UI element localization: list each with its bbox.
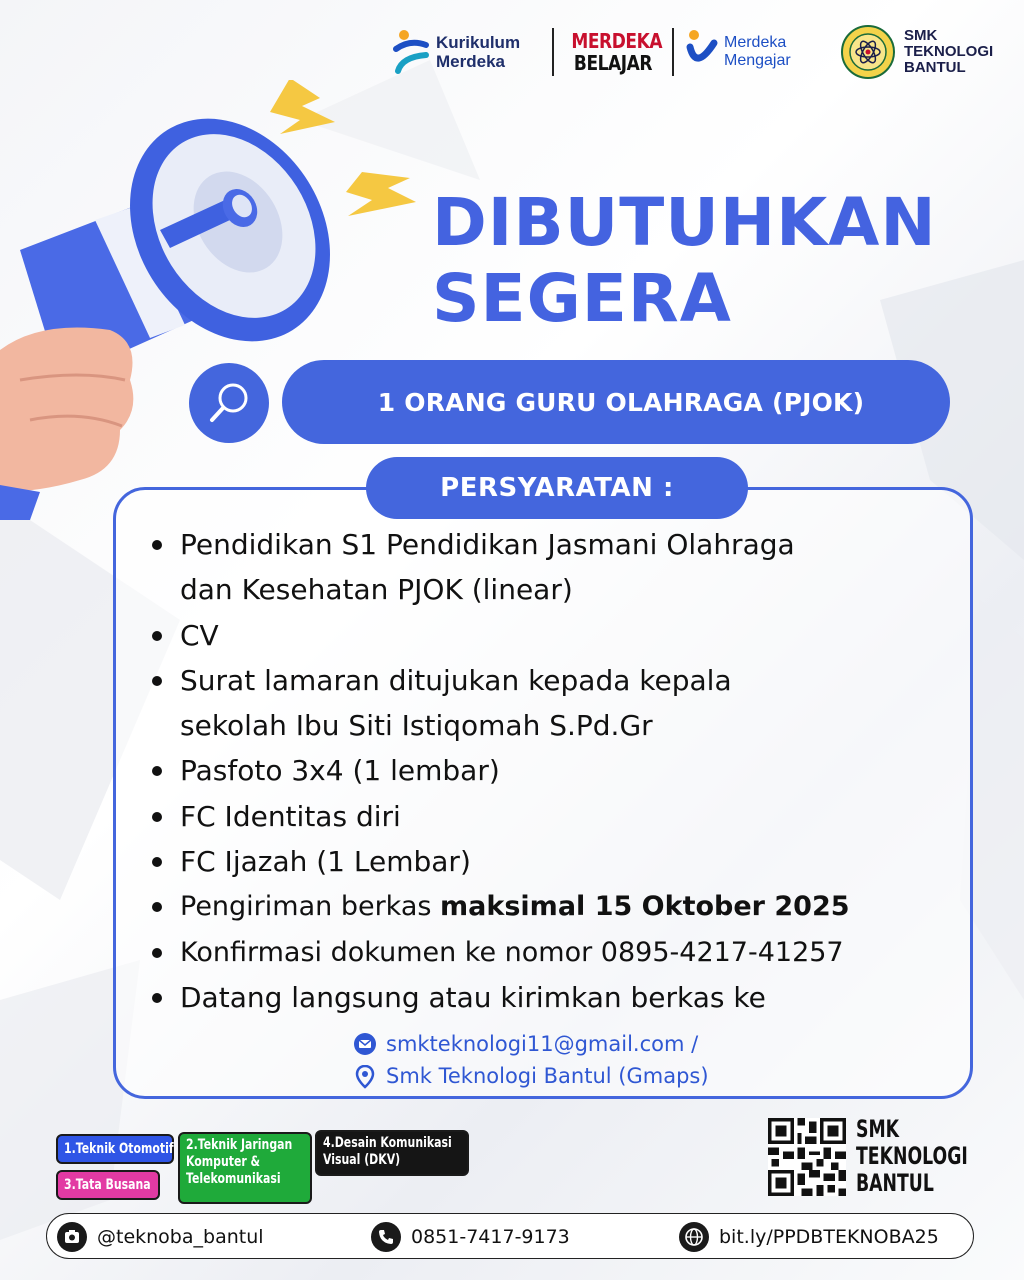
program-label: 4.Desain Komunikasi [323, 1135, 452, 1151]
requirement-text: FC Identitas diri [180, 799, 401, 833]
requirements-list [148, 522, 948, 1020]
school-name-line2: TEKNOLOGI [904, 43, 994, 60]
merdeka-belajar-line2: BELAJAR [573, 51, 653, 75]
school-wordmark-line2: TEKNOLOGI [856, 1142, 968, 1170]
merdeka-text: Merdeka [436, 52, 505, 71]
phone-number: 0851-7417-9173 [411, 1226, 570, 1248]
list-item [148, 884, 948, 929]
search-badge [189, 363, 269, 443]
footer-bar [46, 1213, 974, 1259]
list-item [148, 794, 948, 839]
lightning-bolt-icon [346, 172, 416, 216]
mail-icon [354, 1033, 376, 1055]
requirement-text: Konfirmasi dokumen ke nomor 0895-4217-41257 [180, 936, 844, 968]
requirement-text: CV [180, 618, 219, 652]
list-item [148, 613, 948, 658]
logo-divider [552, 28, 554, 76]
email-row [354, 1028, 709, 1060]
merdeka-mengajar-line2: Mengajar [724, 52, 791, 69]
requirement-text: sekolah Ibu Siti Istiqomah S.Pd.Gr [180, 709, 653, 743]
school-wordmark-line1: SMK [856, 1115, 900, 1143]
qr-code[interactable] [768, 1118, 846, 1196]
footer-phone[interactable] [371, 1214, 570, 1260]
program-badge-tkj [178, 1132, 312, 1204]
email-link[interactable]: smkteknologi11@gmail.com / [386, 1032, 699, 1056]
merdeka-mengajar-line1: Merdeka [724, 34, 787, 51]
kurikulum-merdeka-mark-icon [392, 27, 432, 77]
kurikulum-merdeka-logo [392, 27, 542, 77]
requirement-text: Surat lamaran ditujukan kepada kepala [180, 663, 732, 697]
requirement-text: Pasfoto 3x4 (1 lembar) [180, 754, 500, 788]
program-label: Visual (DKV) [323, 1152, 401, 1168]
program-label: Komputer & [186, 1154, 261, 1170]
map-pin-icon [354, 1065, 376, 1087]
school-name-line1: SMK [904, 27, 938, 44]
lightning-bolt-icon [270, 80, 335, 134]
camera-icon [57, 1222, 87, 1252]
list-item [148, 522, 948, 613]
program-badge-tata-busana [56, 1170, 160, 1200]
program-label: 2.Teknik Jaringan [186, 1137, 293, 1153]
position-banner: 1 ORANG GURU OLAHRAGA (PJOK) [282, 360, 950, 444]
headline [432, 185, 992, 337]
program-label: 3.Tata Busana [64, 1176, 151, 1193]
merdeka-mengajar-mark-icon [684, 27, 720, 77]
requirement-text: Datang langsung atau kirimkan berkas ke [180, 980, 766, 1014]
headline-line2: SEGERA [432, 260, 732, 337]
instagram-handle: @teknoba_bantul [97, 1226, 264, 1248]
program-badge-otomotif [56, 1134, 174, 1164]
deadline-text: maksimal 15 Oktober 2025 [440, 891, 850, 923]
requirement-text: Pengiriman berkas [180, 891, 441, 923]
requirement-text: FC Ijazah (1 Lembar) [180, 845, 471, 879]
logo-divider [672, 28, 674, 76]
merdeka-belajar-logo [571, 29, 663, 75]
requirements-heading: PERSYARATAN : [366, 457, 748, 519]
merdeka-mengajar-logo [684, 27, 824, 77]
contact-info [354, 1028, 709, 1092]
program-label: Telekomunikasi [186, 1171, 281, 1187]
merdeka-belajar-line1: MERDEKA [571, 29, 663, 53]
phone-icon [371, 1222, 401, 1252]
kurikulum-text: Kurikulum [436, 33, 521, 52]
school-logo [840, 24, 993, 80]
header-logos [392, 22, 1002, 82]
requirement-text: dan Kesehatan PJOK (linear) [180, 573, 573, 607]
footer-website[interactable] [679, 1214, 939, 1260]
list-item [148, 658, 948, 749]
program-label: 1.Teknik Otomotif [64, 1140, 174, 1157]
footer-instagram[interactable] [57, 1214, 264, 1260]
school-wordmark [856, 1116, 1011, 1197]
list-item [148, 975, 948, 1020]
magnifier-icon [204, 378, 254, 428]
school-seal-icon [840, 24, 896, 80]
list-item [148, 930, 948, 975]
megaphone-illustration [0, 80, 430, 530]
program-badge-dkv [315, 1130, 469, 1176]
location-link[interactable]: Smk Teknologi Bantul (Gmaps) [386, 1064, 709, 1088]
list-item [148, 839, 948, 884]
list-item [148, 748, 948, 793]
headline-line1: DIBUTUHKAN [432, 184, 937, 261]
website-link: bit.ly/PPDBTEKNOBA25 [719, 1226, 939, 1248]
school-wordmark-line3: BANTUL [856, 1169, 934, 1197]
school-name-line3: BANTUL [904, 59, 966, 76]
requirement-text: Pendidikan S1 Pendidikan Jasmani Olahraga [180, 528, 795, 561]
location-row [354, 1060, 709, 1092]
globe-icon [679, 1222, 709, 1252]
